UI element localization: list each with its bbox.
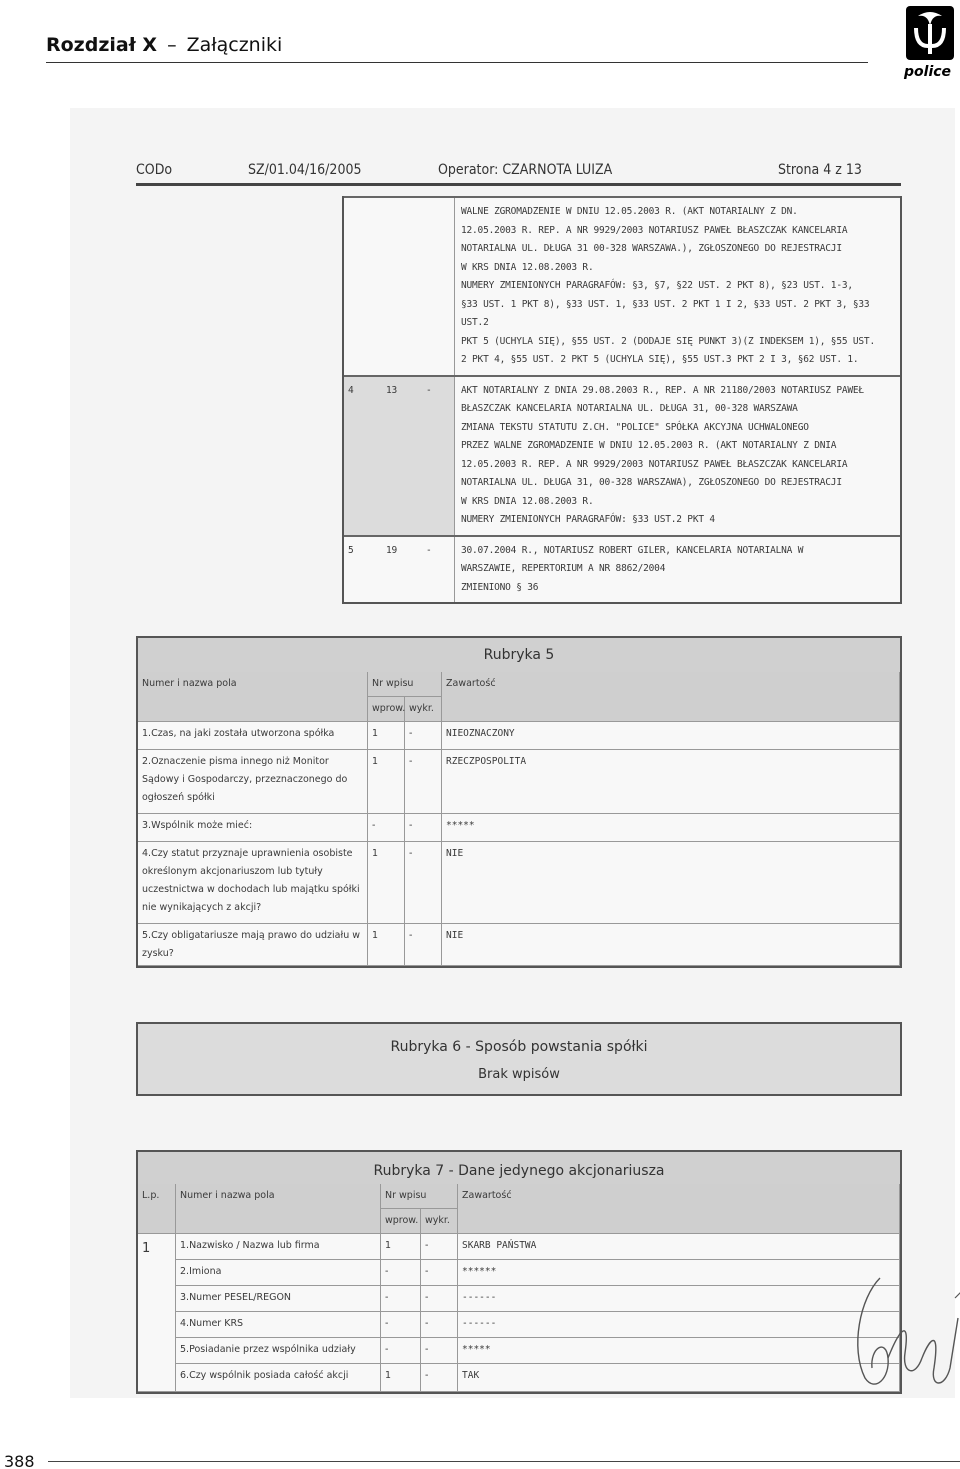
col-header-entry: Nr wpisu <box>381 1184 458 1209</box>
krs-row-entry: 13 <box>382 377 422 535</box>
entry-added: 1 <box>368 750 405 814</box>
krs-line: NOTARIALNA UL. DŁUGA 31 00-328 WARSZAWA.), ZGŁOSZONEGO DO REJESTRACJI <box>461 243 842 255</box>
entry-added: - <box>381 1260 421 1286</box>
krs-line: 12.05.2003 R. REP. A NR 9929/2003 NOTARIUSZ PAWEŁ BŁASZCZAK KANCELARIA <box>461 458 848 470</box>
field-content: TAK <box>458 1364 900 1392</box>
krs-line: NOTARIALNA UL. DŁUGA 31, 00-328 WARSZAWA), ZGŁOSZONEGO DO REJESTRACJI <box>461 477 842 489</box>
entry-added: - <box>381 1338 421 1364</box>
krs-line: WALNE ZGROMADZENIE W DNIU 12.05.2003 R. (AKT NOTARIALNY Z DN. <box>461 206 798 217</box>
scan-reference: SZ/01.04/16/2005 <box>248 162 362 178</box>
field-content: ------ <box>458 1286 900 1312</box>
krs-row-removed: - <box>426 544 432 556</box>
krs-line: AKT NOTARIALNY Z DNIA 29.08.2003 R., REP. A NR 21180/2003 NOTARIUSZ PAWEŁ <box>461 384 864 396</box>
page-title <box>46 34 282 56</box>
entry-removed: - <box>421 1364 458 1392</box>
field-content: ***** <box>442 814 900 842</box>
col-header-lp: L.p. <box>138 1184 176 1234</box>
field-content: ****** <box>458 1260 900 1286</box>
rubryka-5-table <box>136 636 902 968</box>
krs-row-content <box>454 377 900 535</box>
krs-row-removed: - <box>422 377 454 535</box>
table-row <box>344 535 900 603</box>
entry-added: 1 <box>368 924 405 966</box>
rubryka-6-title: Rubryka 6 - Sposób powstania spółki <box>390 1039 648 1055</box>
scan-page-indicator: Strona 4 z 13 <box>778 162 862 178</box>
col-header-removed: wykr. <box>421 1209 458 1234</box>
krs-line: NUMERY ZMIENIONYCH PARAGRAFÓW: §33 UST.2 PKT 4 <box>461 514 715 526</box>
entry-removed: - <box>421 1260 458 1286</box>
entry-removed: - <box>405 722 442 750</box>
krs-row-no <box>344 198 382 375</box>
rubryka-6-note: Brak wpisów <box>478 1067 560 1082</box>
krs-row-entry <box>382 198 422 375</box>
col-header-added: wprow. <box>368 697 405 722</box>
field-name: 3.Wspólnik może mieć: <box>138 814 368 842</box>
krs-line: W KRS DNIA 12.08.2003 R. <box>461 495 594 507</box>
entry-removed: - <box>421 1286 458 1312</box>
field-content: ***** <box>458 1338 900 1364</box>
field-name: 3.Numer PESEL/REGON <box>176 1286 381 1312</box>
krs-line: PKT 5 (UCHYLA SIĘ), §55 UST. 2 (DODAJE SIĘ PUNKT 3)(Z INDEKSEM 1), §55 UST. <box>461 335 875 347</box>
krs-line: 12.05.2003 R. REP. A NR 9929/2003 NOTARIUSZ PAWEŁ BŁASZCZAK KANCELARIA <box>461 224 848 236</box>
entry-removed: - <box>405 750 442 814</box>
handwritten-signature <box>830 1258 960 1408</box>
footer-rule <box>48 1461 960 1462</box>
krs-line: 2 PKT 4, §55 UST. 2 PKT 5 (UCHYLA SIĘ), §55 UST.3 PKT 2 I 3, §62 UST. 1. <box>461 354 859 366</box>
entry-removed: - <box>405 814 442 842</box>
entry-added: - <box>381 1312 421 1338</box>
table-row <box>344 375 900 535</box>
title-separator: – <box>167 34 177 56</box>
entry-added: 1 <box>368 842 405 924</box>
entry-added: 1 <box>381 1364 421 1392</box>
krs-row-removed <box>422 198 454 375</box>
krs-line: NUMERY ZMIENIONYCH PARAGRAFÓW: §3, §7, §22 UST. 2 PKT 8), §23 UST. 1-3, <box>461 280 853 292</box>
row-lp: 1 <box>138 1234 176 1392</box>
field-name: 2.Oznaczenie pisma innego niż Monitor Sądowy i Gospodarczy, przeznaczonego do ogłoszeń spółki <box>138 750 368 814</box>
field-name: 5.Posiadanie przez wspólnika udziały <box>176 1338 381 1364</box>
col-header-content: Zawartość <box>442 672 900 722</box>
field-name: 1.Nazwisko / Nazwa lub firma <box>176 1234 381 1260</box>
col-header-added: wprow. <box>381 1209 421 1234</box>
logo-wordmark: police <box>904 64 952 80</box>
entry-added: 1 <box>381 1234 421 1260</box>
page-number: 388 <box>4 1452 35 1469</box>
krs-line: WARSZAWIE, REPERTORIUM A NR 8862/2004 <box>461 563 666 575</box>
entry-removed: - <box>421 1312 458 1338</box>
section-label: Załączniki <box>186 34 283 56</box>
rubryka-7-table <box>136 1150 902 1394</box>
chapter-label: Rozdział X <box>46 34 158 56</box>
krs-line: 30.07.2004 R., NOTARIUSZ ROBERT GILER, KANCELARIA NOTARIALNA W <box>461 544 804 556</box>
scan-operator: Operator: CZARNOTA LUIZA <box>438 162 613 178</box>
field-name: 5.Czy obligatariusze mają prawo do udziału w zysku? <box>138 924 368 966</box>
entry-removed: - <box>405 924 442 966</box>
krs-line: PRZEZ WALNE ZGROMADZENIE W DNIU 12.05.2003 R. (AKT NOTARIALNY Z DNIA <box>461 440 837 452</box>
field-name: 4.Numer KRS <box>176 1312 381 1338</box>
scanned-document <box>70 108 955 1398</box>
krs-line: ZMIANA TEKSTU STATUTU Z.CH. "POLICE" SPÓŁKA AKCYJNA UCHWALONEGO <box>461 421 809 433</box>
rubryka-7-title: Rubryka 7 - Dane jedynego akcjonariusza <box>138 1152 900 1184</box>
scan-code: CODo <box>136 162 173 178</box>
entry-removed: - <box>405 842 442 924</box>
krs-row-no: 5 <box>348 544 354 556</box>
krs-row-no: 4 <box>344 377 382 535</box>
field-content: ------ <box>458 1312 900 1338</box>
field-name: 4.Czy statut przyznaje uprawnienia osobiste określonym akcjonariuszom lub tytuły uczestnictwa w dochodach lub majątku spółki nie wynikających z akcji? <box>138 842 368 924</box>
entry-added: - <box>368 814 405 842</box>
field-content: SKARB PAŃSTWA <box>458 1234 900 1260</box>
entry-removed: - <box>421 1234 458 1260</box>
entry-added: 1 <box>368 722 405 750</box>
field-name: 1.Czas, na jaki została utworzona spółka <box>138 722 368 750</box>
police-logo <box>902 4 958 80</box>
table-row <box>344 196 900 375</box>
field-content: NIEOZNACZONY <box>442 722 900 750</box>
field-content: NIE <box>442 842 900 924</box>
rubryka-5-title: Rubryka 5 <box>138 638 900 672</box>
col-header-entry: Nr wpisu <box>368 672 442 697</box>
rubryka-5-grid <box>138 672 900 966</box>
krs-line: §33 UST. 1 PKT 8), §33 UST. 1, §33 UST. 2 PKT 1 I 2, §33 UST. 2 PKT 3, §33 UST.2 <box>461 298 870 329</box>
entry-added: - <box>381 1286 421 1312</box>
krs-line: W KRS DNIA 12.08.2003 R. <box>461 261 594 273</box>
police-logo-icon <box>902 4 958 64</box>
krs-line: ZMIENIONO § 36 <box>461 581 539 593</box>
krs-row-content <box>454 198 900 375</box>
col-header-field: Numer i nazwa pola <box>176 1184 381 1234</box>
rubryka-7-grid <box>138 1184 900 1392</box>
krs-line: BŁASZCZAK KANCELARIA NOTARIALNA UL. DŁUGA 31, 00-328 WARSZAWA <box>461 403 798 415</box>
entry-removed: - <box>421 1338 458 1364</box>
field-content: NIE <box>442 924 900 966</box>
scan-header <box>136 156 901 186</box>
field-content: RZECZPOSPOLITA <box>442 750 900 814</box>
col-header-removed: wykr. <box>405 697 442 722</box>
header-rule <box>46 62 868 63</box>
col-header-content: Zawartość <box>458 1184 900 1234</box>
krs-changes-table <box>342 196 902 604</box>
krs-row-entry: 19 <box>386 544 398 556</box>
rubryka-6-table <box>136 1022 902 1096</box>
col-header-field: Numer i nazwa pola <box>138 672 368 722</box>
field-name: 6.Czy wspólnik posiada całość akcji <box>176 1364 381 1392</box>
krs-row-content <box>454 537 900 603</box>
field-name: 2.Imiona <box>176 1260 381 1286</box>
